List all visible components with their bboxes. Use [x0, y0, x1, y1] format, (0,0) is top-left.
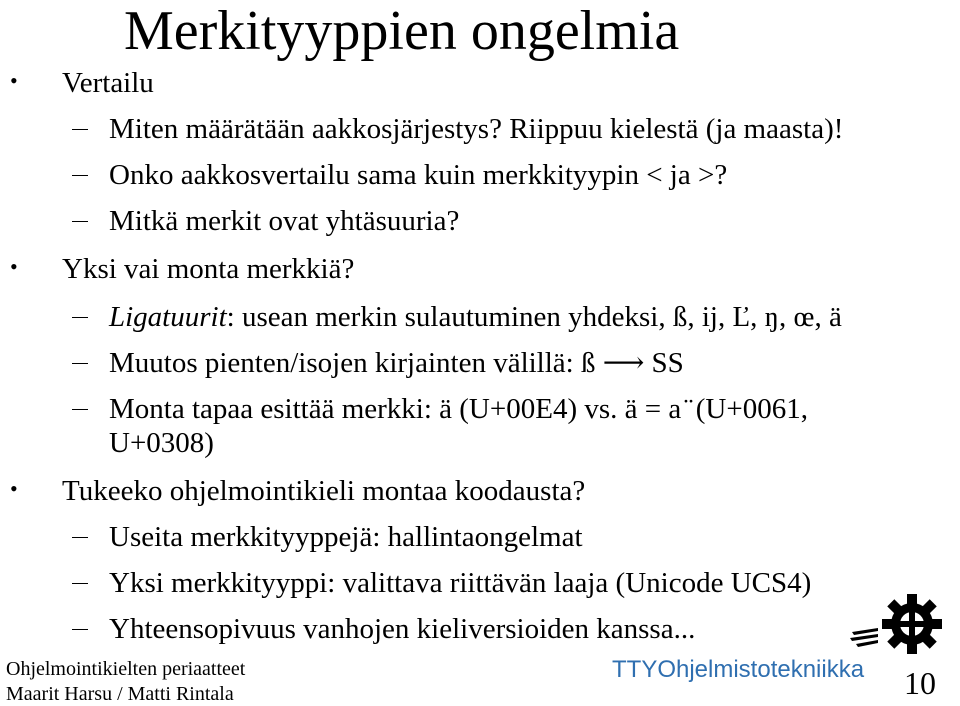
- dash-marker: [72, 537, 88, 538]
- dash-marker: [72, 129, 88, 130]
- ligatures-term: Ligatuurit: [109, 301, 227, 333]
- bullet-dot: •: [10, 254, 18, 279]
- dash-marker: [72, 317, 88, 318]
- page-number: 10: [904, 665, 936, 701]
- footer-brand: TTYOhjelmistotekniikka: [612, 656, 865, 683]
- slide-title: Merkityyppien ongelmia: [124, 0, 680, 62]
- subitem-text: Useita merkkityyppejä: hallintaongelmat: [109, 521, 583, 553]
- subitem-text: Onko aakkosvertailu sama kuin merkkityypin < ja >?: [109, 159, 728, 191]
- bullet-text-vertailu: Vertailu: [62, 67, 154, 99]
- bullet-dot: •: [10, 476, 18, 501]
- dash-marker: [72, 175, 88, 176]
- footer-authors: Maarit Harsu / Matti Rintala: [6, 683, 234, 705]
- dash-marker: [72, 583, 88, 584]
- ligatures-desc: : usean merkin sulautuminen yhdeksi, ß, ij, Ľ, ŋ, œ, ä: [226, 301, 842, 333]
- subitem-text: Yksi merkkityyppi: valittava riittävän laaja (Unicode UCS4): [109, 567, 812, 599]
- gear-wings-icon: [848, 592, 948, 658]
- bullet-text-yksi-vai-monta: Yksi vai monta merkkiä?: [62, 253, 355, 285]
- subitem-text: Yhteensopivuus vanhojen kieliversioiden kanssa...: [109, 613, 696, 645]
- subitem-text: Muutos pienten/isojen kirjainten välillä: ß ⟶ SS: [109, 347, 684, 379]
- dash-marker: [72, 629, 88, 630]
- bullet-dot: •: [10, 68, 18, 93]
- subitem-text: Miten määrätään aakkosjärjestys? Riippuu kielestä (ja maasta)!: [109, 113, 844, 145]
- bullet-text-koodaus: Tukeeko ohjelmointikieli montaa koodausta?: [62, 475, 586, 507]
- subitem-text: Monta tapaa esittää merkki: ä (U+00E4) vs. ä = a ̈ (U+0061,: [109, 393, 808, 425]
- footer-course: Ohjelmointikielten periaatteet: [6, 658, 246, 680]
- subitem-ligatures: [109, 300, 842, 334]
- dash-marker: [72, 363, 88, 364]
- dash-marker: [72, 409, 88, 410]
- subitem-text-continued: U+0308): [109, 427, 214, 459]
- dash-marker: [72, 221, 88, 222]
- subitem-text: Mitkä merkit ovat yhtäsuuria?: [109, 205, 460, 237]
